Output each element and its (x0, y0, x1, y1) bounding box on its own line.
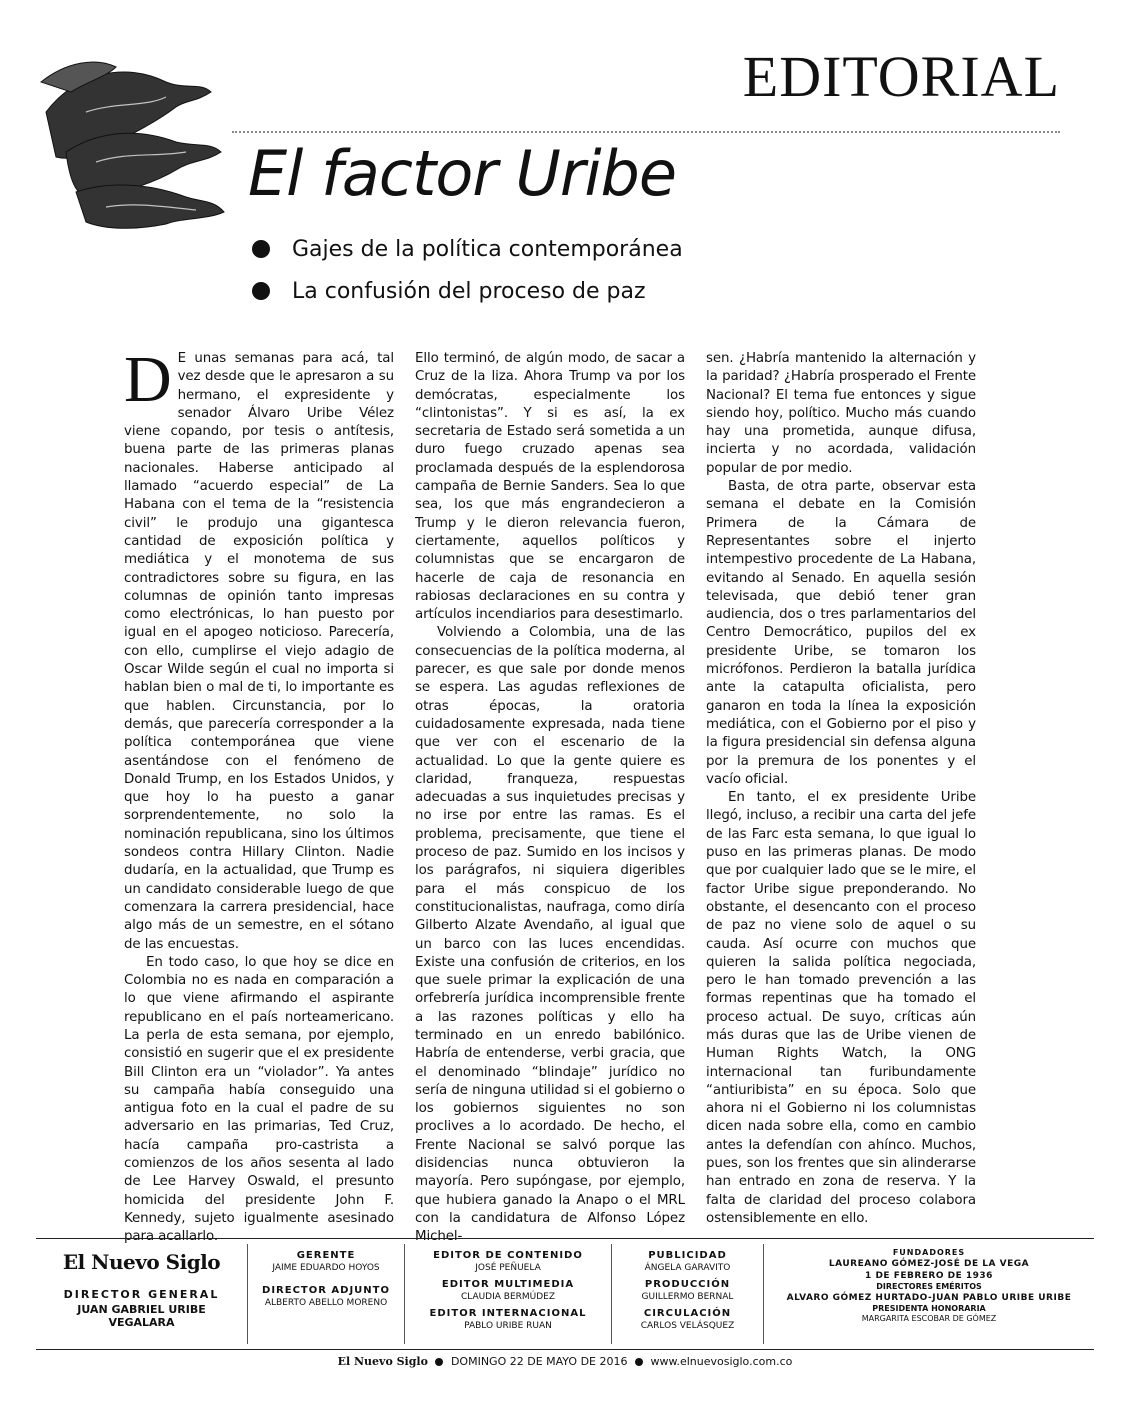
honoraria-name: MARGARITA ESCOBAR DE GÓMEZ (861, 1314, 997, 1323)
director-name: JUAN GABRIEL URIBE VEGALARA (77, 1303, 206, 1329)
produccion-name: GUILLERMO BERNAL (641, 1292, 734, 1302)
honoraria-role: PRESIDENTA HONORARIA (872, 1304, 986, 1313)
masthead-editors (405, 1244, 612, 1344)
title-divider (232, 131, 1060, 133)
bullet-icon (435, 1358, 443, 1366)
contenido-name: JOSÉ PEÑUELA (475, 1263, 541, 1273)
multimedia-role: EDITOR MULTIMEDIA (441, 1279, 575, 1290)
contenido-role: EDITOR DE CONTENIDO (433, 1250, 583, 1261)
masthead-commercial (612, 1244, 764, 1344)
subheadline-text: La confusión del proceso de paz (292, 278, 646, 304)
footer-date: DOMINGO 22 DE MAYO DE 2016 (450, 1355, 628, 1368)
article-column-2 (415, 350, 685, 1247)
subheadline-item (252, 228, 683, 270)
bullet-icon (252, 282, 270, 300)
article-paragraph: Volviendo a Colombia, una de las consecuencias de la política moderna, al parecer, es que sale por donde menos se espera. Las agudas reflexiones de otras épocas, la oratoria cuidadosamente expresada, nada tiene que ver con el escenario de la actualidad. Lo que la gente quiere es claridad, franqueza, respuestas adecuadas a sus inquietudes precisas y no irse por entre las ramas. Es el problema, precisamente, que tiene el proceso de paz. Sumido en los incisos y los parágrafos, ni siquiera digeribles para el más conspicuo de los constitucionalistas, naufraga, como diría Gilberto Alzate Avendaño, al igual que un barco con las luces encendidas. Existe una confusión de criterios, en los que suele primar la explicación de una orfebrería jurídica incomprensible frente a las razones políticas y ello ha terminado en un enredo babilónico. Habría de entenderse, verbi gracia, que el denominado “blindaje” jurídico no sería de ninguna utilidad si el gobierno o los gobiernos siguientes no son proclives a lo acordado. De hecho, el Frente Nacional se salvó porque las disidencias nunca obtuvieron la mayoría. Pero supóngase, por ejemplo, que hubiera ganado la Anapo o el MRL con la candidatura de Alfonso López Michel- (415, 625, 685, 1245)
multimedia-name: CLAUDIA BERMÚDEZ (460, 1292, 556, 1302)
article-paragraph: D E unas semanas para acá, tal vez desde que le apresaron a su hermano, el expresidente y senador Álvaro Uribe Vélez viene copando, por tesis o antítesis, buena parte de las primeras planas nacionales. Haberse anticipado al llamado “acuerdo especial” de La Habana con el tema de la “resistencia civil” le produjo una gigantesca cantidad de exposición política y mediática y el monotema de sus contradictores sobre su figura, en las columnas de opinión tanto impresas como electrónicas, lo han puesto por igual en el apogeo noticioso. Parecería, con ello, cumplirse el viejo adagio de Oscar Wilde según el cual no importa si hablan bien o mal de ti, lo importante es que hablen. Circunstancia, por lo demás, que parecería corresponder a la política contemporánea que viene asentándose con el fenómeno de Donald Trump, en los Estados Unidos, y que hoy lo ha puesto a ganar sorprendentemente, no solo la nominación republicana, sino los últimos sondeos contra Hillary Clinton. Nadie dudaría, en la actualidad, que Trump es un candidato considerable luego de que comenzara la carrera presidencial, hace algo más de un semestre, en el sótano de las encuestas. (124, 343, 394, 952)
masthead-director (36, 1244, 248, 1344)
section-label: EDITORIAL (742, 44, 1060, 109)
headline: El factor Uribe (248, 137, 677, 210)
fundadores-names: LAUREANO GÓMEZ-JOSÉ DE LA VEGA (828, 1259, 1030, 1269)
circulacion-role: CIRCULACIÓN (643, 1308, 732, 1319)
fundacion-fecha: 1 DE FEBRERO DE 1936 (865, 1271, 993, 1281)
subheadline-item (252, 270, 683, 312)
newspaper-logo: El Nuevo Siglo (62, 1250, 221, 1274)
circulacion-name: CARLOS VELÁSQUEZ (640, 1321, 735, 1331)
adjunto-role: DIRECTOR ADJUNTO (262, 1285, 390, 1296)
masthead-bottom-rule (36, 1349, 1094, 1350)
article-paragraph: Ello terminó, de algún modo, de sacar a Cruz de la liza. Ahora Trump va por los demócratas, especialmente los “clintonistas”. Y si es así, la ex secretaria de Estado será sometida a un duro fuego cruzado apenas sea proclamada después de la esplendorosa campaña de Bernie Sanders. Sea lo que sea, los que más engrandecieron a Trump y le dieron relevancia fueron, ciertamente, aquellos políticos y columnistas que se encargaron de hacerle de caja de resonancia en rabiosas declaraciones en su contra y artículos incendiarios para desestimarlo. (415, 351, 685, 623)
drop-cap: D (124, 343, 172, 416)
article-paragraph: sen. ¿Habría mantenido la alternación y la paridad? ¿Habría prosperado el Frente Nacional? El tema fue entonces y sigue siendo hoy, político. Mucho más cuando hay una prometida, aunque difusa, incierta y no acordada, validación popular de por medio. (706, 351, 976, 476)
bullet-icon (635, 1358, 643, 1366)
director-role: DIRECTOR GENERAL (63, 1288, 220, 1301)
produccion-role: PRODUCCIÓN (644, 1279, 731, 1290)
masthead (36, 1244, 1094, 1344)
subheadline-list (252, 228, 683, 312)
internacional-role: EDITOR INTERNACIONAL (429, 1308, 587, 1319)
fundadores-role: FUNDADORES (892, 1248, 966, 1257)
masthead-management (248, 1244, 405, 1344)
article-paragraph: Basta, de otra parte, observar esta semana el debate en la Comisión Primera de la Cámara de Representantes sobre el injerto intempestivo procedente de La Habana, evitando al Senado. En aquella sesión televisada, que debió tener gran audiencia, dos o tres parlamentarios del Centro Democrático, pupilos del ex presidente Uribe, se tomaron los micrófonos. Perdieron la batalla jurídica ante la catapulta oficialista, pero ganaron en toda la línea la exposición mediática, con el Gobierno por el piso y la figura presidencial sin defensa alguna por la premura de los ponentes y el vacío oficial. (706, 479, 976, 787)
horses-illustration (36, 52, 226, 232)
bullet-icon (252, 240, 270, 258)
masthead-founders (764, 1244, 1094, 1344)
emeritos-role: DIRECTORES EMÉRITOS (876, 1282, 982, 1291)
adjunto-name: ALBERTO ABELLO MORENO (264, 1298, 388, 1308)
page-footer (0, 1355, 1130, 1368)
publicidad-name: ÁNGELA GARAVITO (644, 1263, 731, 1273)
internacional-name: PABLO URIBE RUAN (464, 1321, 552, 1331)
footer-url[interactable]: www.elnuevosiglo.com.co (650, 1355, 793, 1368)
emeritos-names: ALVARO GÓMEZ HURTADO-JUAN PABLO URIBE URIBE (786, 1293, 1072, 1303)
subheadline-text: Gajes de la política contemporánea (292, 236, 683, 262)
article-body (124, 343, 976, 1245)
gerente-name: JAIME EDUARDO HOYOS (272, 1263, 380, 1273)
article-paragraph: En tanto, el ex presidente Uribe llegó, incluso, a recibir una carta del jefe de las Farc esta semana, lo que igual lo puso en las primeras planas. De modo que por cualquier lado que se le mire, el factor Uribe sigue preponderando. No obstante, el desencanto con el proceso de paz no viene solo de aquel o su cauda. Así ocurre con muchos que quieren la salida política negociada, pero le han tomado prevención a las formas repentinas que ha tomado el proceso actual. De suyo, críticas aún más duras que las de Uribe vienen de Human Rights Watch, la ONG internacional tan furibundamente “antiuribista” en su época. Solo que ahora ni el Gobierno ni los columnistas dicen nada sobre ella, como en cambio antes la defendían con ahínco. Muchos, pues, son los frentes que sin alinderarse han entrado en zona de reserva. Y la falta de claridad del proceso colabora ostensiblemente en ello. (706, 790, 976, 1226)
article-column-3 (706, 350, 976, 1247)
footer-logo: El Nuevo Siglo (337, 1355, 428, 1368)
masthead-top-rule (36, 1238, 1094, 1239)
publicidad-role: PUBLICIDAD (648, 1250, 727, 1261)
article-paragraph: En todo caso, lo que hoy se dice en Colombia no es nada en comparación a lo que viene afirmando el aspirante republicano en el país norteamericano. La perla de esta semana, por ejemplo, consistió en sugerir que el ex presidente Bill Clinton era un “violador”. Ya antes su campaña había conseguido una antigua foto en la cual el padre de su adversario en las primarias, Ted Cruz, hacía campaña pro-castrista a comienzos de los años sesenta al lado de Lee Harvey Oswald, el presunto homicida del presidente John F. Kennedy, sujeto igualmente asesinado para acallarlo. (124, 954, 394, 1245)
article-column-1 (124, 343, 394, 1247)
gerente-role: GERENTE (296, 1250, 356, 1261)
